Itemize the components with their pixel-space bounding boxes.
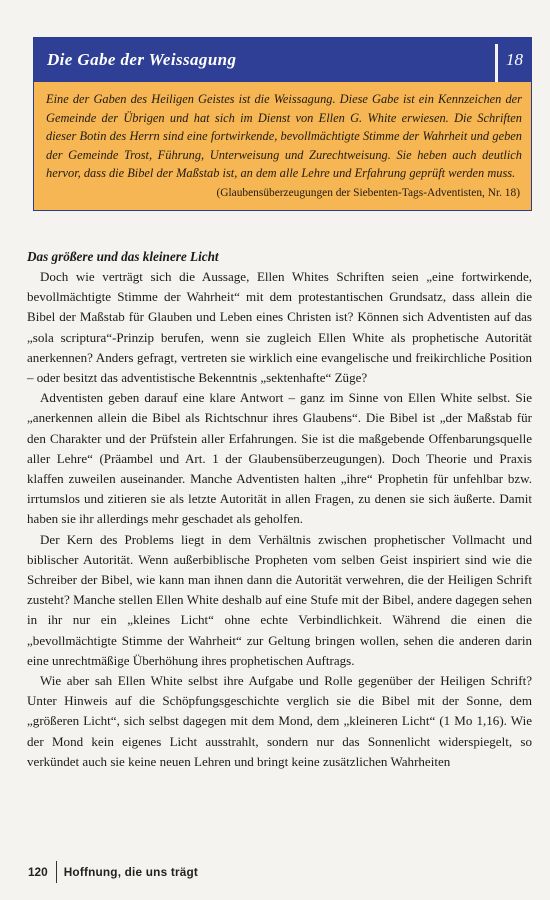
section-heading: Das größere und das kleinere Licht: [27, 249, 219, 264]
paragraph: Adventisten geben darauf eine klare Antwort – ganz im Sinne von Ellen White selbst. Sie „anerkennen allein die Bibel als Richtschnur ihres Glaubens“. Die Bibel ist „der Maßstab für den Charakter und der Prüfstein aller Erfahrungen. Sie ist die maßgebende Offenbarungsquelle aller Lehre“ (Präambel und Art. 1 der Glaubensüberzeugungen). Doch Theorie und Praxis klaffen zuweilen auseinander. Manche Adventisten halten „ihre“ Prophetin für unfehlbar bzw. irrtumslos und zitieren sie als letzte Autorität in allen Fragen, zu denen sie sich äußerte. Damit haben sie ihr allerdings mehr geschadet als geholfen.: [27, 390, 532, 527]
belief-box-title: Die Gabe der Weissagung: [47, 50, 237, 69]
belief-number: 18: [506, 50, 523, 69]
belief-box: [33, 37, 532, 211]
page-number: 120: [28, 865, 48, 879]
paragraph: Der Kern des Problems liegt in dem Verhältnis zwischen prophetischer Vollmacht und biblischer Autorität. Wenn außerbiblische Propheten vom selben Geist inspiriert sind wie die Schreiber der Bibel, wie kann man ihnen dann die Autorität verwehren, die der Heiligen Schrift zusteht? Manche stellen Ellen White deshalb auf eine Stufe mit der Bibel, andere dagegen sehen in ihr nur ein „kleines Licht“ ohne echte Verbindlichkeit. Während die einen die „bevollmächtigte Stimme der Wahrheit“ zur Geltung bringen wollen, sehen die anderen darin eine unrechtmäßige Überhöhung ihres prophetischen Auftrags.: [27, 531, 532, 668]
paragraph: Doch wie verträgt sich die Aussage, Ellen Whites Schriften seien „eine fortwirkende, bevollmächtigte Stimme der Wahrheit“ mit dem protestantischen Grundsatz, dass allein die Bibel der Maßstab für Glauben und Leben eines Christen ist? Können sich Adventisten auf das „sola scriptura“-Prinzip berufen, wenn sie zugleich Ellen White als prophetische Autorität anerkennen? Anders gefragt, vertreten sie wirklich eine evangelische und freikirchliche Position – oder besitzt das adventistische Bekenntnis „sektenhafte“ Züge?: [27, 269, 532, 386]
page-footer: [28, 860, 198, 884]
book-title: Hoffnung, die uns trägt: [63, 865, 199, 879]
footer-divider: [56, 861, 57, 883]
main-text: [27, 247, 532, 772]
belief-source: (Glaubensüberzeugungen der Siebenten-Tags-Adventisten, Nr. 18): [216, 186, 520, 199]
belief-box-body: [34, 82, 531, 210]
belief-box-header: [34, 38, 531, 82]
belief-text: Eine der Gaben des Heiligen Geistes ist die Weissagung. Diese Gabe ist ein Kennzeichen der Gemeinde der Übrigen und hat sich im Dienst von Ellen G. White erwiesen. Die Schriften dieser Botin des Herrn sind eine fortwirkende, bevollmächtigte Stimme der Wahrheit und geben der Gemeinde Trost, Führung, Unterweisung und Zurechtweisung. Sie heben auch deutlich hervor, dass die Bibel der Maßstab ist, an dem alle Lehre und Erfahrung geprüft werden muss.: [46, 92, 522, 181]
paragraph: Wie aber sah Ellen White selbst ihre Aufgabe und Rolle gegenüber der Heiligen Schrift? Unter Hinweis auf die Schöpfungsgeschichte verglich sie die Bibel mit der Sonne, dem „größeren Licht“, sich selbst dagegen mit dem Mond, dem „kleineren Licht“ (1 Mo 1,16). Wie der Mond kein eigenes Licht ausstrahlt, sondern nur das Sonnenlicht widerspiegelt, so verkündet auch sie keine neuen Lehren und bringt keine zusätzlichen Wahrheiten: [27, 673, 532, 769]
